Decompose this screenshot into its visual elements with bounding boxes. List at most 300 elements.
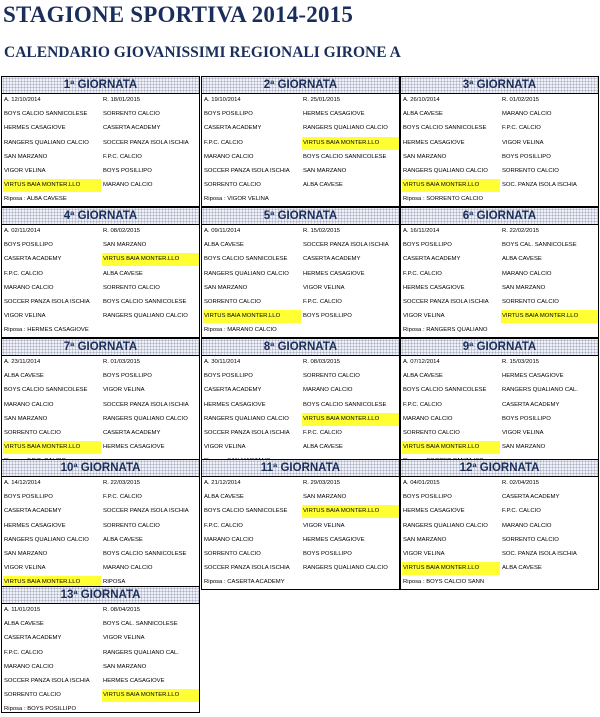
away-team: ALBA CAVESE	[303, 182, 343, 189]
away-team: CASERTA ACADEMY	[502, 494, 560, 501]
dates-row	[401, 477, 598, 491]
ritorno-date: R. 25/01/2015	[303, 97, 341, 103]
home-team: RANGERS QUALIANO CALCIO	[403, 522, 488, 529]
home-team: HERMES CASAGIOVE	[403, 508, 465, 515]
riposo-label: Riposa : VIGOR VELINA	[204, 196, 269, 203]
match-row	[202, 268, 399, 282]
ritorno-date: R. 22/02/2015	[502, 228, 540, 234]
match-row	[401, 268, 598, 282]
home-team: RANGERS QUALIANO CALCIO	[204, 270, 289, 277]
home-team: BOYS POSILLIPO	[4, 494, 53, 501]
andata-date: A. 12/10/2014	[4, 97, 41, 103]
home-team: MARANO CALCIO	[4, 284, 54, 291]
home-team: VIRTUS BAIA MONTER.LLO	[3, 179, 101, 192]
riposo-row	[2, 324, 199, 338]
away-team: VIRTUS BAIA MONTER.LLO	[102, 253, 199, 266]
home-team: CASERTA ACADEMY	[204, 387, 262, 394]
match-row	[401, 122, 598, 136]
away-team: SAN MARZANO	[502, 444, 546, 451]
ritorno-date: R. 08/03/2015	[303, 359, 341, 365]
home-team: SORRENTO CALCIO	[204, 182, 261, 189]
riposo-row	[401, 576, 598, 590]
away-team: F.P.C. CALCIO	[303, 429, 342, 436]
andata-date: A. 04/01/2015	[403, 480, 440, 486]
home-team: SOCCER PANZA ISOLA ISCHIA	[403, 298, 489, 305]
match-row	[2, 268, 199, 282]
match-row	[2, 505, 199, 519]
match-row	[202, 505, 399, 519]
home-team: SORRENTO CALCIO	[403, 429, 460, 436]
match-row	[401, 108, 598, 122]
giornata-header	[401, 77, 598, 94]
dates-row	[202, 225, 399, 239]
match-row	[401, 165, 598, 179]
giornata-block	[1, 586, 200, 713]
giornata-block	[400, 207, 599, 338]
home-team: HERMES CASAGIOVE	[403, 284, 465, 291]
away-team: HERMES CASAGIOVE	[103, 444, 165, 451]
match-row	[401, 282, 598, 296]
match-row	[2, 151, 199, 165]
giornata-header	[2, 339, 199, 356]
match-row	[401, 179, 598, 193]
giornata-title: 8ª GIORNATA	[263, 341, 338, 353]
andata-date: A. 14/12/2014	[4, 480, 41, 486]
away-team: BOYS POSILLIPO	[103, 373, 152, 380]
match-row	[401, 520, 598, 534]
match-row	[202, 179, 399, 193]
home-team: ALBA CAVESE	[204, 242, 244, 249]
giornata-block	[400, 459, 599, 590]
andata-date: A. 21/12/2014	[204, 480, 241, 486]
away-team: SOC. PANZA ISOLA ISCHIA	[502, 550, 577, 557]
dates-row	[2, 477, 199, 491]
riposo-row	[401, 324, 598, 338]
home-team: BOYS CALCIO SANNICOLESE	[403, 387, 487, 394]
away-team: SAN MARZANO	[303, 494, 347, 501]
away-team: BOYS CALCIO SANNICOLESE	[303, 153, 387, 160]
match-row	[202, 491, 399, 505]
riposo-row	[202, 193, 399, 207]
away-team: ALBA CAVESE	[303, 444, 343, 451]
match-row	[401, 253, 598, 267]
giornata-header	[2, 77, 199, 94]
match-row	[2, 647, 199, 661]
home-team: CASERTA ACADEMY	[4, 635, 62, 642]
home-team: BOYS POSILLIPO	[204, 111, 253, 118]
match-row	[2, 122, 199, 136]
match-row	[2, 108, 199, 122]
riposo-row	[202, 324, 399, 338]
match-row	[202, 520, 399, 534]
match-row	[2, 548, 199, 562]
match-row	[401, 151, 598, 165]
away-team: MARANO CALCIO	[502, 270, 552, 277]
home-team: SORRENTO CALCIO	[4, 429, 61, 436]
match-row	[202, 370, 399, 384]
giornata-block	[201, 459, 400, 590]
riposo-row	[401, 193, 598, 207]
match-row	[202, 413, 399, 427]
home-team: CASERTA ACADEMY	[4, 508, 62, 515]
away-team: RIPOSA	[103, 579, 126, 586]
giornata-block	[1, 338, 200, 469]
home-team: BOYS POSILLIPO	[4, 242, 53, 249]
match-row	[2, 534, 199, 548]
away-team: SOCCER PANZA ISOLA ISCHIA	[103, 401, 189, 408]
away-team: VIRTUS BAIA MONTER.LLO	[302, 137, 399, 150]
home-team: CASERTA ACADEMY	[403, 256, 461, 263]
home-team: SOCCER PANZA ISOLA ISCHIA	[204, 429, 290, 436]
dates-row	[401, 225, 598, 239]
andata-date: A. 02/11/2014	[4, 228, 41, 234]
home-team: SAN MARZANO	[4, 415, 48, 422]
home-team: VIRTUS BAIA MONTER.LLO	[402, 179, 500, 192]
andata-date: A. 23/11/2014	[4, 359, 41, 365]
home-team: ALBA CAVESE	[4, 373, 44, 380]
ritorno-date: R. 02/04/2015	[502, 480, 540, 486]
away-team: VIGOR VELINA	[103, 635, 145, 642]
away-team: HERMES CASAGIOVE	[502, 373, 564, 380]
giornata-title: 4ª GIORNATA	[63, 210, 138, 222]
match-row	[2, 520, 199, 534]
home-team: SOCCER PANZA ISOLA ISCHIA	[204, 167, 290, 174]
ritorno-date: R. 22/03/2015	[103, 480, 141, 486]
away-team: ALBA CAVESE	[502, 565, 542, 572]
match-row	[2, 562, 199, 576]
away-team: MARANO CALCIO	[502, 522, 552, 529]
match-row	[401, 296, 598, 310]
away-team: MARANO CALCIO	[103, 565, 153, 572]
riposo-label: Riposa : BOYS POSILLIPO	[4, 706, 77, 713]
away-team: BOYS CALCIO SANNICOLESE	[103, 298, 187, 305]
away-team: VIRTUS BAIA MONTER.LLO	[302, 413, 399, 426]
giornata-header	[2, 460, 199, 477]
dates-row	[2, 94, 199, 108]
match-row	[2, 165, 199, 179]
home-team: VIRTUS BAIA MONTER.LLO	[402, 562, 500, 575]
match-row	[202, 122, 399, 136]
match-row	[2, 370, 199, 384]
match-row	[401, 239, 598, 253]
away-team: VIRTUS BAIA MONTER.LLO	[102, 689, 199, 702]
giornata-header	[2, 208, 199, 225]
away-team: CASERTA ACADEMY	[303, 256, 361, 263]
home-team: VIRTUS BAIA MONTER.LLO	[3, 576, 101, 589]
giornata-title: 13ª GIORNATA	[60, 589, 141, 601]
ritorno-date: R. 29/03/2015	[303, 480, 341, 486]
andata-date: A. 11/01/2015	[4, 607, 41, 613]
home-team: F.P.C. CALCIO	[4, 270, 43, 277]
home-team: RANGERS QUALIANO CALCIO	[4, 139, 89, 146]
away-team: SORRENTO CALCIO	[103, 522, 160, 529]
match-row	[2, 618, 199, 632]
giornata-title: 3ª GIORNATA	[462, 79, 537, 91]
home-team: HERMES CASAGIOVE	[4, 125, 66, 132]
match-row	[2, 282, 199, 296]
riposo-row	[2, 703, 199, 713]
away-team: BOYS POSILLIPO	[502, 415, 551, 422]
giornata-block	[1, 459, 200, 590]
home-team: VIRTUS BAIA MONTER.LLO	[402, 441, 500, 454]
giornata-header	[202, 460, 399, 477]
away-team: RANGERS QUALIANO CAL.	[103, 649, 179, 656]
dates-row	[202, 94, 399, 108]
dates-row	[202, 356, 399, 370]
home-team: HERMES CASAGIOVE	[403, 139, 465, 146]
home-team: BOYS CALCIO SANNICOLESE	[204, 508, 288, 515]
match-row	[401, 491, 598, 505]
away-team: MARANO CALCIO	[103, 182, 153, 189]
match-row	[401, 441, 598, 455]
home-team: RANGERS QUALIANO CALCIO	[4, 536, 89, 543]
away-team: SORRENTO CALCIO	[103, 111, 160, 118]
away-team: ALBA CAVESE	[103, 270, 143, 277]
away-team: SORRENTO CALCIO	[502, 536, 559, 543]
away-team: VIGOR VELINA	[502, 429, 544, 436]
match-row	[202, 441, 399, 455]
home-team: VIRTUS BAIA MONTER.LLO	[3, 441, 101, 454]
giornata-header	[2, 587, 199, 604]
riposo-row	[2, 193, 199, 207]
away-team: F.P.C. CALCIO	[103, 153, 142, 160]
away-team: RANGERS QUALIANO CAL.	[502, 387, 578, 394]
dates-row	[401, 356, 598, 370]
andata-date: A. 19/10/2014	[204, 97, 241, 103]
riposo-label: Riposa : BOYS CALCIO SANN	[403, 579, 485, 586]
home-team: VIGOR VELINA	[403, 313, 445, 320]
home-team: SORRENTO CALCIO	[4, 692, 61, 699]
riposo-label: Riposa : CASERTA ACADEMY	[204, 579, 285, 586]
home-team: VIRTUS BAIA MONTER.LLO	[203, 310, 301, 323]
ritorno-date: R. 01/02/2015	[502, 97, 540, 103]
match-row	[401, 534, 598, 548]
home-team: ALBA CAVESE	[403, 111, 443, 118]
giornata-title: 12ª GIORNATA	[459, 462, 540, 474]
ritorno-date: R. 15/03/2015	[502, 359, 540, 365]
match-row	[401, 505, 598, 519]
away-team: BOYS POSILLIPO	[303, 550, 352, 557]
giornata-header	[401, 208, 598, 225]
riposo-label: Riposa : ALBA CAVESE	[4, 196, 67, 203]
home-team: MARANO CALCIO	[4, 401, 54, 408]
andata-date: A. 07/12/2014	[403, 359, 440, 365]
home-team: F.P.C. CALCIO	[403, 401, 442, 408]
match-row	[401, 137, 598, 151]
away-team: HERMES CASAGIOVE	[303, 536, 365, 543]
riposo-label: Riposa : RANGERS QUALIANO	[403, 327, 488, 334]
match-row	[2, 179, 199, 193]
match-row	[2, 632, 199, 646]
match-row	[2, 661, 199, 675]
away-team: BOYS CALCIO SANNICOLESE	[303, 401, 387, 408]
away-team: CASERTA ACADEMY	[103, 429, 161, 436]
away-team: F.P.C. CALCIO	[303, 298, 342, 305]
away-team: BOYS CAL. SANNICOLESE	[502, 242, 577, 249]
away-team: VIGOR VELINA	[103, 387, 145, 394]
away-team: HERMES CASAGIOVE	[103, 677, 165, 684]
match-row	[401, 413, 598, 427]
home-team: F.P.C. CALCIO	[4, 649, 43, 656]
away-team: RANGERS QUALIANO CALCIO	[303, 125, 388, 132]
away-team: BOYS POSILLIPO	[103, 167, 152, 174]
match-row	[2, 427, 199, 441]
away-team: HERMES CASAGIOVE	[303, 111, 365, 118]
home-team: VIGOR VELINA	[4, 565, 46, 572]
away-team: SOC. PANZA ISOLA ISCHIA	[502, 182, 577, 189]
match-row	[2, 296, 199, 310]
away-team: SORRENTO CALCIO	[103, 284, 160, 291]
away-team: CASERTA ACADEMY	[103, 125, 161, 132]
page-title: STAGIONE SPORTIVA 2014-2015	[3, 2, 354, 27]
home-team: VIGOR VELINA	[4, 167, 46, 174]
giornata-block	[1, 207, 200, 338]
match-row	[202, 399, 399, 413]
riposo-row	[202, 576, 399, 590]
home-team: VIGOR VELINA	[204, 444, 246, 451]
match-row	[401, 562, 598, 576]
home-team: BOYS POSILLIPO	[403, 494, 452, 501]
home-team: ALBA CAVESE	[204, 494, 244, 501]
away-team: F.P.C. CALCIO	[103, 494, 142, 501]
match-row	[202, 151, 399, 165]
home-team: BOYS POSILLIPO	[403, 242, 452, 249]
andata-date: A. 30/11/2014	[204, 359, 241, 365]
home-team: MARANO CALCIO	[4, 663, 54, 670]
home-team: RANGERS QUALIANO CALCIO	[403, 167, 488, 174]
giornata-block	[201, 338, 400, 469]
away-team: SAN MARZANO	[103, 242, 147, 249]
giornata-block	[201, 76, 400, 207]
giornata-title: 11ª GIORNATA	[260, 462, 341, 474]
match-row	[202, 296, 399, 310]
giornata-title: 1ª GIORNATA	[63, 79, 138, 91]
home-team: SAN MARZANO	[4, 550, 48, 557]
giornata-header	[202, 339, 399, 356]
home-team: SAN MARZANO	[403, 153, 447, 160]
match-row	[202, 427, 399, 441]
match-row	[2, 441, 199, 455]
away-team: F.P.C. CALCIO	[502, 508, 541, 515]
match-row	[202, 534, 399, 548]
away-team: VIGOR VELINA	[303, 284, 345, 291]
match-row	[202, 165, 399, 179]
giornata-block	[400, 338, 599, 469]
giornata-title: 2ª GIORNATA	[263, 79, 338, 91]
home-team: SOCCER PANZA ISOLA ISCHIA	[204, 565, 290, 572]
ritorno-date: R. 18/01/2015	[103, 97, 141, 103]
match-row	[2, 137, 199, 151]
match-row	[202, 253, 399, 267]
away-team: BOYS POSILLIPO	[303, 313, 352, 320]
home-team: CASERTA ACADEMY	[4, 256, 62, 263]
match-row	[202, 562, 399, 576]
match-row	[2, 239, 199, 253]
dates-row	[202, 477, 399, 491]
match-row	[202, 282, 399, 296]
away-team: HERMES CASAGIOVE	[303, 270, 365, 277]
giornata-header	[401, 460, 598, 477]
page-subtitle: CALENDARIO GIOVANISSIMI REGIONALI GIRONE A	[4, 44, 401, 61]
away-team: BOYS CALCIO SANNICOLESE	[103, 550, 187, 557]
match-row	[2, 675, 199, 689]
home-team: F.P.C. CALCIO	[204, 139, 243, 146]
match-row	[401, 427, 598, 441]
match-row	[2, 689, 199, 703]
home-team: MARANO CALCIO	[204, 536, 254, 543]
home-team: HERMES CASAGIOVE	[204, 401, 266, 408]
giornata-title: 7ª GIORNATA	[63, 341, 138, 353]
away-team: VIGOR VELINA	[303, 522, 345, 529]
home-team: SORRENTO CALCIO	[204, 298, 261, 305]
home-team: BOYS CALCIO SANNICOLESE	[403, 125, 487, 132]
match-row	[2, 399, 199, 413]
match-row	[202, 137, 399, 151]
away-team: RANGERS QUALIANO CALCIO	[103, 415, 188, 422]
away-team: SAN MARZANO	[303, 167, 347, 174]
away-team: RANGERS QUALIANO CALCIO	[303, 565, 388, 572]
home-team: SOCCER PANZA ISOLA ISCHIA	[4, 677, 90, 684]
away-team: SAN MARZANO	[502, 284, 546, 291]
away-team: SOCCER PANZA ISOLA ISCHIA	[303, 242, 389, 249]
dates-row	[2, 604, 199, 618]
away-team: MARANO CALCIO	[502, 111, 552, 118]
andata-date: A. 26/10/2014	[403, 97, 440, 103]
away-team: VIRTUS BAIA MONTER.LLO	[302, 505, 399, 518]
home-team: BOYS CALCIO SANNICOLESE	[4, 111, 88, 118]
home-team: SORRENTO CALCIO	[204, 550, 261, 557]
ritorno-date: R. 01/03/2015	[103, 359, 141, 365]
giornata-title: 10ª GIORNATA	[60, 462, 141, 474]
home-team: SAN MARZANO	[204, 284, 248, 291]
home-team: MARANO CALCIO	[403, 415, 453, 422]
ritorno-date: R. 08/02/2015	[103, 228, 141, 234]
andata-date: A. 16/11/2014	[403, 228, 440, 234]
home-team: SAN MARZANO	[4, 153, 48, 160]
giornata-block	[201, 207, 400, 338]
match-row	[2, 491, 199, 505]
away-team: BOYS POSILLIPO	[502, 153, 551, 160]
home-team: F.P.C. CALCIO	[403, 270, 442, 277]
dates-row	[401, 94, 598, 108]
ritorno-date: R. 15/02/2015	[303, 228, 341, 234]
giornata-title: 5ª GIORNATA	[263, 210, 338, 222]
riposo-label: Riposa : HERMES CASAGIOVE	[4, 327, 89, 334]
away-team: MARANO CALCIO	[303, 387, 353, 394]
match-row	[401, 399, 598, 413]
away-team: SAN MARZANO	[103, 663, 147, 670]
away-team: VIRTUS BAIA MONTER.LLO	[501, 310, 598, 323]
ritorno-date: R. 08/04/2015	[103, 607, 141, 613]
giornata-title: 9ª GIORNATA	[462, 341, 537, 353]
match-row	[202, 108, 399, 122]
home-team: ALBA CAVESE	[403, 373, 443, 380]
riposo-label: Riposa : SORRENTO CALCIO	[403, 196, 484, 203]
away-team: SORRENTO CALCIO	[502, 167, 559, 174]
match-row	[202, 310, 399, 324]
away-team: BOYS CAL. SANNICOLESE	[103, 621, 178, 628]
andata-date: A. 09/11/2014	[204, 228, 241, 234]
home-team: ALBA CAVESE	[4, 621, 44, 628]
giornata-block	[400, 76, 599, 207]
home-team: VIGOR VELINA	[4, 313, 46, 320]
home-team: RANGERS QUALIANO CALCIO	[204, 415, 289, 422]
away-team: RANGERS QUALIANO CALCIO	[103, 313, 188, 320]
away-team: F.P.C. CALCIO	[502, 125, 541, 132]
match-row	[401, 370, 598, 384]
match-row	[2, 310, 199, 324]
away-team: SORRENTO CALCIO	[502, 298, 559, 305]
